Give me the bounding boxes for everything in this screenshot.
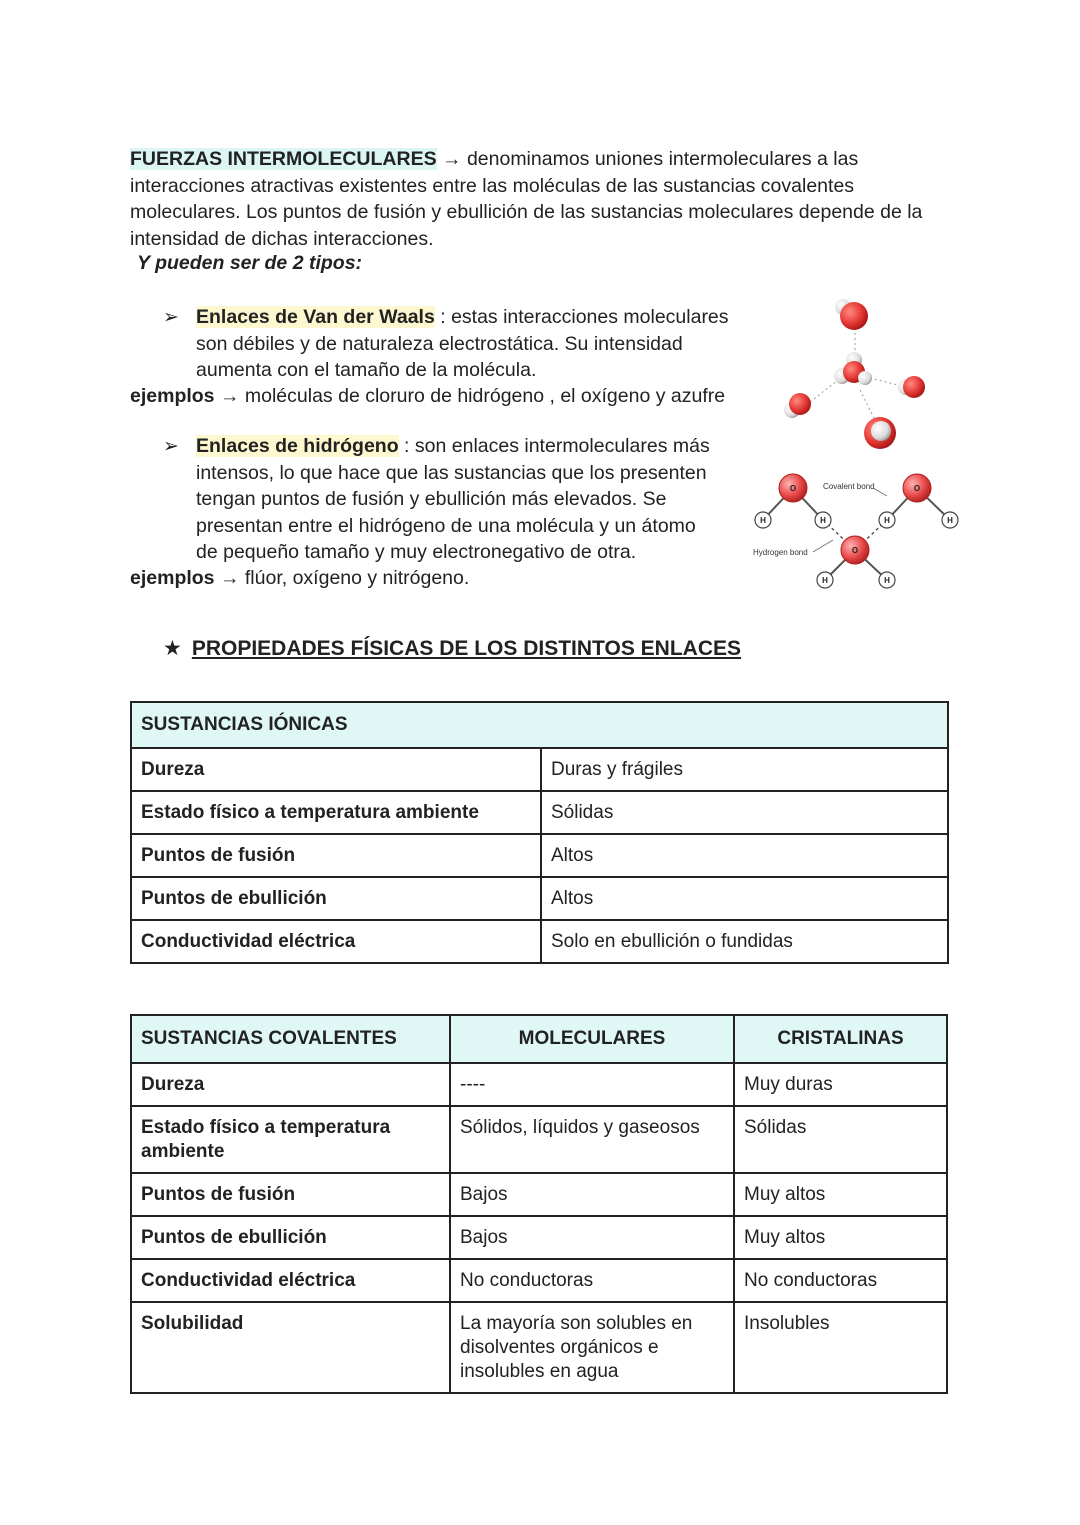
table-header-row: [131, 1015, 947, 1063]
vdw-examples-arrow: →: [219, 385, 240, 407]
intro-paragraph: [130, 146, 950, 252]
row-crystalline: Muy altos: [734, 1216, 947, 1259]
vdw-line3: aumenta con el tamaño de la molécula.: [196, 359, 537, 381]
covalent-properties-table: [130, 1014, 948, 1394]
section-title-text: PROPIEDADES FÍSICAS DE LOS DISTINTOS ENLACES: [191, 637, 742, 660]
atom-h-label: H: [820, 516, 826, 525]
atom-o-label: O: [913, 484, 921, 493]
row-value: Duras y frágiles: [541, 748, 948, 791]
row-molecular: La mayoría son solubles en disolventes orgánicos e insolubles en agua: [450, 1302, 734, 1393]
vdw-examples-label: ejemplos: [130, 385, 215, 407]
water-molecules-illustration: [770, 290, 940, 455]
row-label: Conductividad eléctrica: [131, 920, 541, 963]
atom-h-label: H: [884, 516, 890, 525]
hydrogen-bond-label: Hydrogen bond: [753, 548, 808, 557]
table-header-cell: MOLECULARES: [450, 1015, 734, 1063]
vdw-line2: son débiles y de naturaleza electrostática. Su intensidad: [196, 332, 683, 355]
vdw-examples: [130, 385, 725, 408]
ionic-properties-table: [130, 701, 949, 964]
row-label: Puntos de fusión: [131, 1173, 450, 1216]
row-value: Altos: [541, 834, 948, 877]
atom-o-label: O: [789, 484, 797, 493]
atom-h-label: H: [947, 516, 953, 525]
row-value: Altos: [541, 877, 948, 920]
table-row: [131, 1216, 947, 1259]
hbond-block: [196, 433, 756, 566]
row-label: Conductividad eléctrica: [131, 1259, 450, 1302]
row-value: Solo en ebullición o fundidas: [541, 920, 948, 963]
hbond-examples-text: flúor, oxígeno y nitrógeno.: [244, 567, 470, 589]
table-row: [131, 1173, 947, 1216]
intro-arrow: →: [442, 148, 462, 170]
row-label: Estado físico a temperatura ambiente: [131, 791, 541, 834]
table-header-cell: SUSTANCIAS COVALENTES: [131, 1015, 450, 1063]
row-value: Sólidas: [541, 791, 948, 834]
row-molecular: Bajos: [450, 1173, 734, 1216]
row-molecular: No conductoras: [450, 1259, 734, 1302]
table-row: [131, 748, 948, 791]
intro-text: denominamos uniones intermoleculares a las interacciones atractivas existentes entre las moléculas de las sustancias covalentes moleculares. Los puntos de fusión y ebullición de las sustancias moleculares depende de la intensidad de dichas interacciones.: [130, 148, 923, 250]
table-header-row: [131, 702, 948, 748]
bullet-arrow-icon: ➢: [163, 307, 179, 328]
row-molecular: ----: [450, 1063, 734, 1106]
atom-h-label: H: [760, 516, 766, 525]
vdw-examples-text: moléculas de cloruro de hidrógeno , el oxígeno y azufre: [244, 385, 726, 407]
section-title: [163, 636, 741, 661]
hbond-line5: de pequeño tamaño y muy electronegativo de otra.: [196, 541, 637, 563]
row-crystalline: Muy altos: [734, 1173, 947, 1216]
bullet-arrow-icon: ➢: [163, 436, 179, 457]
hbond-name: Enlaces de hidrógeno: [196, 435, 399, 457]
row-label: Puntos de ebullición: [131, 1216, 450, 1259]
row-label: Dureza: [131, 748, 541, 791]
hbond-examples: [130, 567, 469, 590]
row-crystalline: Muy duras: [734, 1063, 947, 1106]
hbond-line2: intensos, lo que hace que las sustancias que los presenten: [196, 461, 707, 484]
table-row: [131, 920, 948, 963]
hbond-line4: presentan entre el hidrógeno de una molécula y un átomo: [196, 514, 696, 537]
hydrogen-bond-diagram: [745, 468, 965, 593]
hbond-line1: : son enlaces intermoleculares más: [398, 435, 710, 457]
row-label: Estado físico a temperatura ambiente: [131, 1106, 450, 1173]
row-label: Puntos de ebullición: [131, 877, 541, 920]
row-label: Solubilidad: [131, 1302, 450, 1393]
row-label: Dureza: [131, 1063, 450, 1106]
atom-o-label: O: [851, 546, 859, 555]
table-row: [131, 791, 948, 834]
hbond-examples-label: ejemplos: [130, 567, 215, 589]
hbond-line3: tengan puntos de fusión y ebullición más elevados. Se: [196, 488, 667, 510]
intro-term: FUERZAS INTERMOLECULARES: [130, 148, 437, 170]
row-label: Puntos de fusión: [131, 834, 541, 877]
table-row: [131, 1259, 947, 1302]
row-molecular: Bajos: [450, 1216, 734, 1259]
intro-subtitle: Y pueden ser de 2 tipos:: [137, 252, 363, 274]
vdw-line1: : estas interacciones moleculares: [434, 306, 729, 328]
table-row: [131, 1302, 947, 1393]
row-crystalline: No conductoras: [734, 1259, 947, 1302]
vdw-name: Enlaces de Van der Waals: [196, 306, 435, 328]
table-row: [131, 1063, 947, 1106]
table-header-cell: CRISTALINAS: [734, 1015, 947, 1063]
covalent-bond-label: Covalent bond: [823, 482, 875, 491]
table-row: [131, 834, 948, 877]
star-icon: ★: [163, 637, 182, 660]
atom-h-label: H: [822, 576, 828, 585]
atom-h-label: H: [884, 576, 890, 585]
table-row: [131, 1106, 947, 1173]
row-molecular: Sólidos, líquidos y gaseosos: [450, 1106, 734, 1173]
table-row: [131, 877, 948, 920]
row-crystalline: Sólidas: [734, 1106, 947, 1173]
vdw-block: [196, 304, 756, 384]
hbond-examples-arrow: →: [219, 567, 240, 589]
table-header-cell: SUSTANCIAS IÓNICAS: [131, 702, 948, 748]
row-crystalline: Insolubles: [734, 1302, 947, 1393]
